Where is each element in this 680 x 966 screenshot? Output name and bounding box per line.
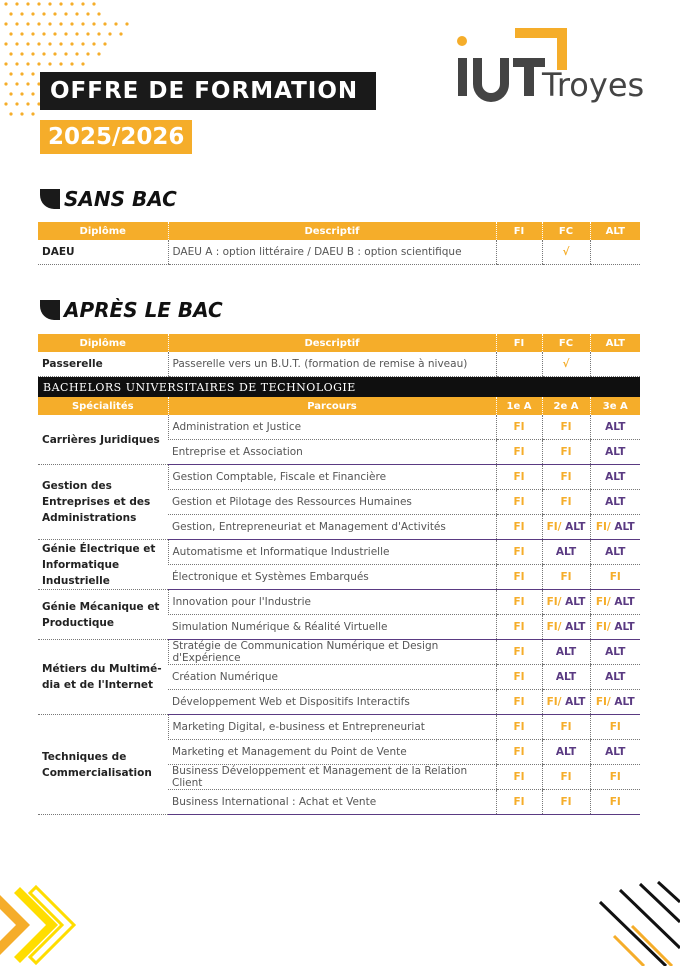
- decorative-dot: [31, 52, 34, 55]
- decorative-dot: [4, 2, 7, 5]
- decorative-dot: [26, 82, 29, 85]
- parcours-cell: Business Développement et Management de la Relation Client: [168, 765, 496, 790]
- decorative-dot: [26, 2, 29, 5]
- descriptif-cell: DAEU A : option littéraire / DAEU B : option scientifique: [168, 240, 496, 265]
- year-cell: FI: [496, 740, 542, 765]
- year-cell: ALT: [542, 540, 590, 565]
- specialite-cell: Gestion des Entreprises et des Administrations: [38, 465, 168, 540]
- col-header: Spécialités: [38, 397, 168, 415]
- year-cell: FI: [542, 715, 590, 740]
- decorative-dot: [92, 2, 95, 5]
- decorative-chevrons: [0, 885, 80, 966]
- decorative-dot: [53, 52, 56, 55]
- year-cell: FI: [542, 465, 590, 490]
- descriptif-cell: Passerelle vers un B.U.T. (formation de remise à niveau): [168, 352, 496, 377]
- table-row: [38, 590, 640, 615]
- parcours-cell: Marketing Digital, e-business et Entrepreneuriat: [168, 715, 496, 740]
- year-cell: FI: [496, 640, 542, 665]
- year-cell: ALT: [590, 465, 640, 490]
- page-title: OFFRE DE FORMATION: [40, 72, 376, 110]
- parcours-cell: Simulation Numérique & Réalité Virtuelle: [168, 615, 496, 640]
- year-cell: ALT: [542, 740, 590, 765]
- table-row: [38, 240, 640, 265]
- year-cell: ALT: [590, 490, 640, 515]
- year-cell: FI: [496, 690, 542, 715]
- col-header: FI: [496, 222, 542, 240]
- decorative-stripes: [596, 880, 680, 966]
- year-cell: ALT: [590, 640, 640, 665]
- decorative-dot: [4, 42, 7, 45]
- year-cell: ALT: [590, 740, 640, 765]
- decorative-dot: [4, 102, 7, 105]
- decorative-dot: [42, 52, 45, 55]
- decorative-dot: [75, 12, 78, 15]
- specialite-cell: Métiers du Multimé-dia et de l'Internet: [38, 640, 168, 715]
- year-cell: FI: [496, 440, 542, 465]
- decorative-dot: [86, 12, 89, 15]
- decorative-dot: [70, 2, 73, 5]
- col-header: Diplôme: [38, 222, 168, 240]
- table-row: [38, 540, 640, 565]
- decorative-dot: [75, 32, 78, 35]
- decorative-dot: [9, 112, 12, 115]
- decorative-dot: [48, 42, 51, 45]
- year-cell: FI: [590, 790, 640, 815]
- decorative-dot: [31, 112, 34, 115]
- decorative-dot: [20, 32, 23, 35]
- col-header: 1e A: [496, 397, 542, 415]
- decorative-dot: [37, 2, 40, 5]
- decorative-dot: [86, 52, 89, 55]
- decorative-dot: [81, 22, 84, 25]
- specialite-cell: Génie Électrique et Informatique Industrielle: [38, 540, 168, 590]
- decorative-dot: [20, 112, 23, 115]
- parcours-cell: Automatisme et Informatique Industrielle: [168, 540, 496, 565]
- year-cell: FI/ ALT: [542, 690, 590, 715]
- col-header: ALT: [590, 334, 640, 352]
- year-cell: FI: [496, 415, 542, 440]
- decorative-dot: [9, 32, 12, 35]
- decorative-dot: [4, 82, 7, 85]
- year-cell: FI/ ALT: [542, 615, 590, 640]
- decorative-dot: [4, 62, 7, 65]
- year-badge: 2025/2026: [40, 120, 192, 154]
- section-title-sans-bac: SANS BAC: [64, 187, 177, 211]
- decorative-dot: [37, 62, 40, 65]
- decorative-dot: [103, 42, 106, 45]
- year-cell: FI/ ALT: [542, 515, 590, 540]
- year-cell: FI: [496, 515, 542, 540]
- decorative-dot: [48, 22, 51, 25]
- decorative-dot: [97, 12, 100, 15]
- diplome-cell: DAEU: [38, 240, 168, 265]
- parcours-cell: Innovation pour l'Industrie: [168, 590, 496, 615]
- section-title-apres-bac: APRÈS LE BAC: [64, 298, 223, 322]
- col-header: FC: [542, 222, 590, 240]
- col-header: 3e A: [590, 397, 640, 415]
- year-cell: FI: [542, 490, 590, 515]
- table-apres-bac: [38, 334, 640, 815]
- col-header: FI: [496, 334, 542, 352]
- decorative-dot: [37, 22, 40, 25]
- decorative-dot: [119, 32, 122, 35]
- decorative-dot: [97, 52, 100, 55]
- year-cell: FI: [542, 790, 590, 815]
- year-cell: FI/ ALT: [590, 615, 640, 640]
- but-band: BACHELORS UNIVERSITAIRES DE TECHNOLOGIE: [38, 377, 640, 398]
- year-cell: FI: [496, 665, 542, 690]
- year-cell: ALT: [590, 440, 640, 465]
- decorative-dot: [26, 62, 29, 65]
- table-row: [38, 465, 640, 490]
- year-cell: ALT: [590, 415, 640, 440]
- year-cell: FI: [496, 715, 542, 740]
- decorative-dot: [9, 72, 12, 75]
- decorative-dot: [70, 62, 73, 65]
- year-cell: FI: [496, 615, 542, 640]
- decorative-dot: [9, 12, 12, 15]
- logo-text: Troyes: [542, 66, 645, 104]
- decorative-dot: [125, 22, 128, 25]
- decorative-dot: [31, 92, 34, 95]
- decorative-dots: [0, 0, 140, 140]
- year-cell: ALT: [590, 540, 640, 565]
- decorative-dot: [42, 32, 45, 35]
- decorative-dot: [15, 42, 18, 45]
- specialite-cell: Carrières Juridiques: [38, 415, 168, 465]
- decorative-dot: [70, 42, 73, 45]
- decorative-dot: [15, 82, 18, 85]
- decorative-dot: [9, 52, 12, 55]
- decorative-dot: [103, 22, 106, 25]
- year-cell: FI: [496, 490, 542, 515]
- decorative-dot: [15, 102, 18, 105]
- decorative-dot: [81, 62, 84, 65]
- year-cell: FI: [496, 465, 542, 490]
- fi-cell: [496, 240, 542, 265]
- decorative-dot: [53, 32, 56, 35]
- diplome-cell: Passerelle: [38, 352, 168, 377]
- specialite-cell: Techniques de Commercialisation: [38, 715, 168, 815]
- decorative-dot: [20, 72, 23, 75]
- decorative-dot: [15, 2, 18, 5]
- table-row: [38, 640, 640, 665]
- section-bullet-icon: [40, 189, 60, 209]
- decorative-dot: [15, 62, 18, 65]
- year-cell: FI: [496, 540, 542, 565]
- col-header: Diplôme: [38, 334, 168, 352]
- table-row: [38, 415, 640, 440]
- decorative-dot: [81, 2, 84, 5]
- parcours-cell: Gestion, Entrepreneuriat et Management d'Activités: [168, 515, 496, 540]
- parcours-cell: Marketing et Management du Point de Vente: [168, 740, 496, 765]
- year-cell: FI: [542, 765, 590, 790]
- parcours-cell: Développement Web et Dispositifs Interactifs: [168, 690, 496, 715]
- decorative-dot: [20, 92, 23, 95]
- decorative-dot: [70, 22, 73, 25]
- decorative-dot: [59, 62, 62, 65]
- decorative-dot: [97, 32, 100, 35]
- decorative-dot: [75, 52, 78, 55]
- decorative-dot: [48, 62, 51, 65]
- decorative-dot: [92, 22, 95, 25]
- col-header: Descriptif: [168, 222, 496, 240]
- decorative-dot: [4, 22, 7, 25]
- col-header: Descriptif: [168, 334, 496, 352]
- year-cell: FI: [496, 590, 542, 615]
- year-cell: FI/ ALT: [590, 690, 640, 715]
- year-cell: FI/ ALT: [590, 590, 640, 615]
- decorative-dot: [108, 32, 111, 35]
- decorative-dot: [59, 42, 62, 45]
- col-header: FC: [542, 334, 590, 352]
- decorative-dot: [64, 32, 67, 35]
- decorative-dot: [42, 12, 45, 15]
- decorative-dot: [53, 12, 56, 15]
- year-cell: FI: [542, 440, 590, 465]
- decorative-dot: [59, 2, 62, 5]
- decorative-dot: [9, 92, 12, 95]
- decorative-dot: [59, 22, 62, 25]
- decorative-dot: [64, 52, 67, 55]
- table-sans-bac: [38, 222, 640, 265]
- decorative-dot: [37, 42, 40, 45]
- parcours-cell: Stratégie de Communication Numérique et Design d'Expérience: [168, 640, 496, 665]
- table-row: [38, 352, 640, 377]
- parcours-cell: Entreprise et Association: [168, 440, 496, 465]
- parcours-cell: Administration et Justice: [168, 415, 496, 440]
- col-header: Parcours: [168, 397, 496, 415]
- table-row: [38, 715, 640, 740]
- decorative-dot: [81, 42, 84, 45]
- year-cell: FI: [542, 415, 590, 440]
- decorative-dot: [20, 12, 23, 15]
- specialite-cell: Génie Mécanique et Productique: [38, 590, 168, 640]
- decorative-dot: [26, 42, 29, 45]
- parcours-cell: Électronique et Systèmes Embarqués: [168, 565, 496, 590]
- year-cell: FI/ ALT: [542, 590, 590, 615]
- parcours-cell: Création Numérique: [168, 665, 496, 690]
- year-cell: FI: [590, 715, 640, 740]
- decorative-dot: [64, 12, 67, 15]
- decorative-dot: [20, 52, 23, 55]
- year-cell: FI/ ALT: [590, 515, 640, 540]
- year-cell: FI: [590, 765, 640, 790]
- year-cell: FI: [496, 790, 542, 815]
- year-cell: ALT: [542, 640, 590, 665]
- fi-cell: [496, 352, 542, 377]
- decorative-dot: [86, 32, 89, 35]
- decorative-dot: [15, 22, 18, 25]
- decorative-dot: [31, 12, 34, 15]
- col-header: 2e A: [542, 397, 590, 415]
- parcours-cell: Gestion Comptable, Fiscale et Financière: [168, 465, 496, 490]
- alt-cell: [590, 352, 640, 377]
- decorative-dot: [26, 102, 29, 105]
- decorative-dot: [31, 32, 34, 35]
- year-cell: FI: [542, 565, 590, 590]
- parcours-cell: Business International : Achat et Vente: [168, 790, 496, 815]
- year-cell: ALT: [590, 665, 640, 690]
- decorative-dot: [114, 22, 117, 25]
- year-cell: FI: [496, 765, 542, 790]
- decorative-dot: [92, 42, 95, 45]
- col-header: ALT: [590, 222, 640, 240]
- year-cell: FI: [590, 565, 640, 590]
- decorative-dot: [31, 72, 34, 75]
- fc-check: √: [542, 352, 590, 377]
- year-cell: ALT: [542, 665, 590, 690]
- alt-cell: [590, 240, 640, 265]
- decorative-dot: [48, 2, 51, 5]
- year-cell: FI: [496, 565, 542, 590]
- section-bullet-icon: [40, 300, 60, 320]
- parcours-cell: Gestion et Pilotage des Ressources Humaines: [168, 490, 496, 515]
- decorative-dot: [26, 22, 29, 25]
- fc-check: √: [542, 240, 590, 265]
